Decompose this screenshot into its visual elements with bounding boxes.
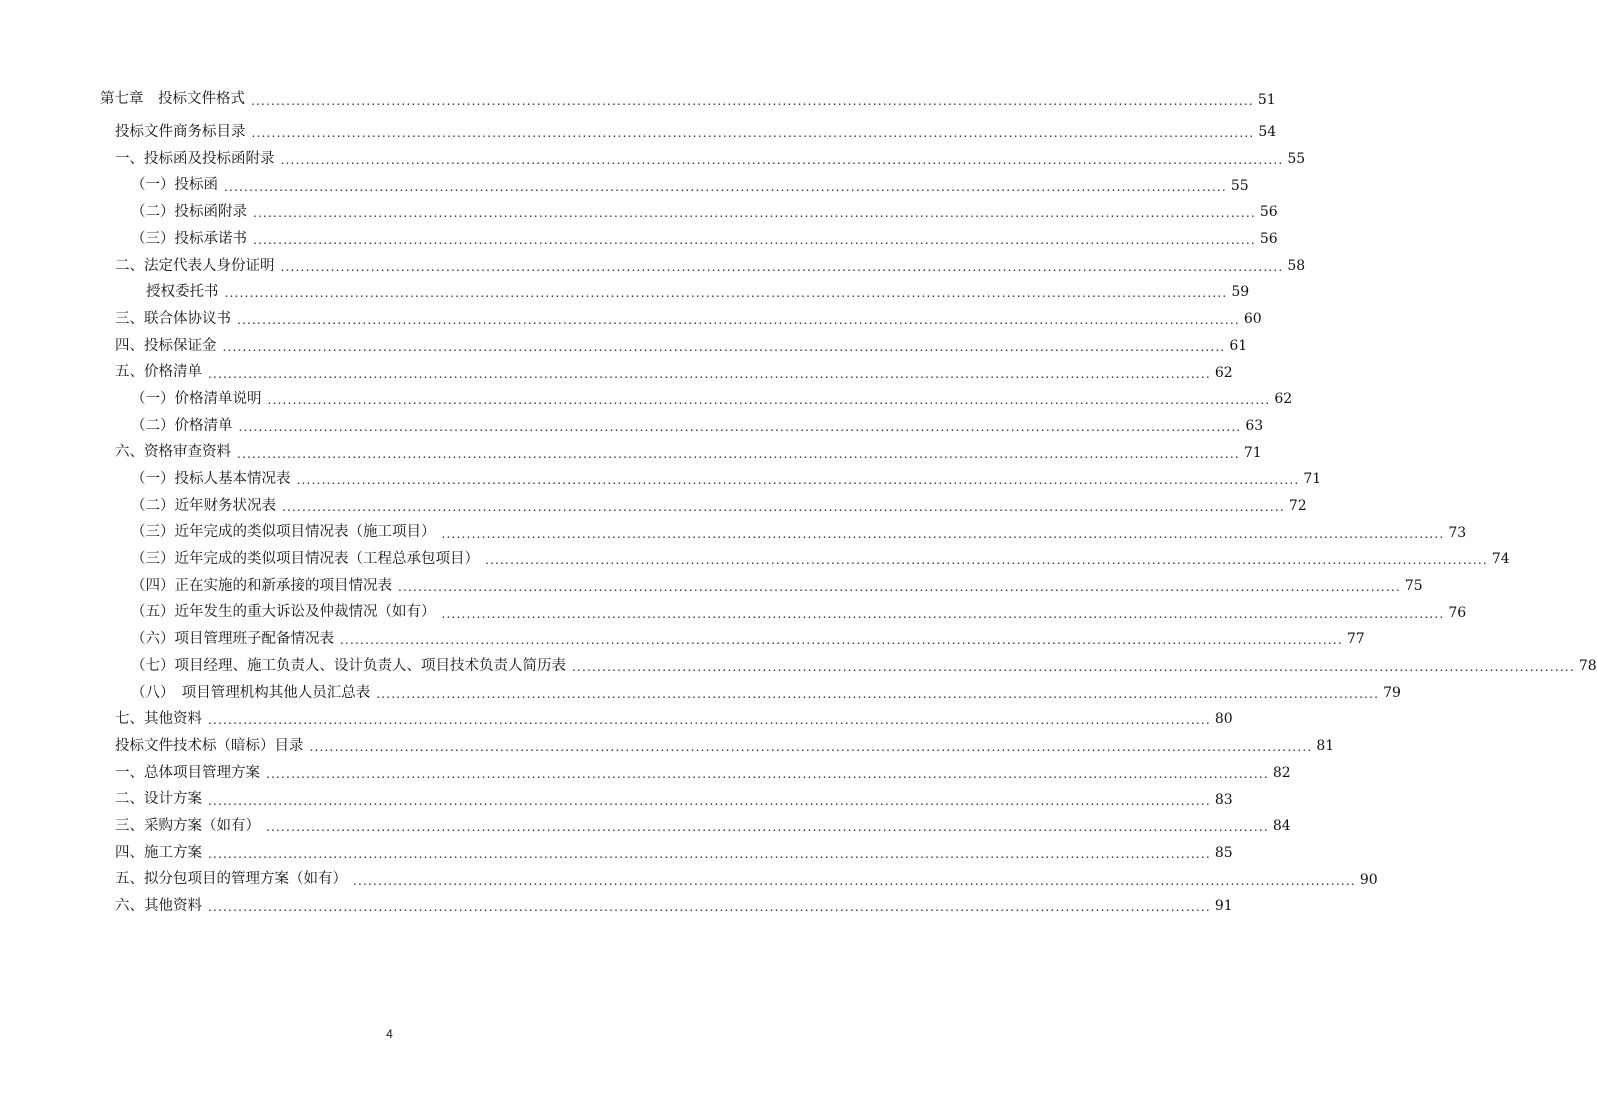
toc-entry-title: （二）投标函附录 (131, 204, 247, 221)
toc-entry-title: 三、联合体协议书 (115, 310, 231, 327)
toc-entry-title: 六、其他资料 (115, 898, 202, 915)
toc-entry-page: 56 (1259, 231, 1278, 248)
toc-entry-title: 授权委托书 (146, 284, 219, 301)
toc-entry-page: 76 (1448, 604, 1467, 621)
toc-entry[interactable] (0, 573, 1423, 600)
toc-leader-dots: ........................................................................................................................................................................................................ (208, 366, 1211, 381)
toc-entry-page: 75 (1404, 578, 1423, 595)
toc-entry-page: 83 (1214, 791, 1233, 808)
toc-entry-title: （五）近年发生的重大诉讼及仲裁情况（如有） (131, 604, 436, 621)
toc-entry[interactable] (0, 733, 1335, 760)
toc-entry[interactable] (0, 599, 1467, 626)
table-of-contents (0, 86, 1597, 920)
toc-entry-title: 投标文件商务标目录 (115, 124, 246, 141)
toc-leader-dots: ........................................................................................................................................................................................................ (237, 313, 1240, 328)
toc-entry-page: 62 (1214, 364, 1233, 381)
toc-entry-title: （一）投标函 (131, 177, 218, 194)
toc-leader-dots: ........................................................................................................................................................................................................ (237, 446, 1240, 461)
toc-entry-title: （二）价格清单 (131, 417, 233, 434)
toc-entry-title: （四）正在实施的和新承接的项目情况表 (131, 577, 392, 594)
toc-entry[interactable] (0, 413, 1264, 440)
toc-entry-title: 六、资格审查资料 (115, 444, 231, 461)
toc-entry-title: 三、采购方案（如有） (115, 817, 260, 834)
toc-entry-page: 72 (1288, 497, 1307, 514)
toc-entry-page: 78 (1578, 658, 1597, 675)
toc-leader-dots: ........................................................................................................................................................................................................ (222, 339, 1226, 354)
toc-entry[interactable] (0, 119, 1277, 146)
toc-leader-dots: ........................................................................................................................................................................................................ (208, 793, 1211, 808)
toc-entry-page: 55 (1287, 151, 1306, 168)
toc-leader-dots: ........................................................................................................................................................................................................ (485, 553, 1488, 568)
toc-leader-dots: ........................................................................................................................................................................................................ (282, 499, 1285, 514)
toc-entry-page: 90 (1359, 871, 1378, 888)
toc-entry-page: 74 (1491, 551, 1510, 568)
toc-entry-page: 84 (1272, 818, 1291, 835)
toc-entry[interactable] (0, 679, 1401, 706)
toc-entry-page: 60 (1243, 311, 1262, 328)
toc-entry[interactable] (0, 546, 1510, 573)
toc-leader-dots: ........................................................................................................................................................................................................ (224, 179, 1227, 194)
toc-leader-dots: ........................................................................................................................................................................................................ (280, 259, 1284, 274)
toc-entry-title: 五、价格清单 (115, 364, 202, 381)
toc-leader-dots: ........................................................................................................................................................................................................ (353, 873, 1356, 888)
toc-entry[interactable] (0, 813, 1291, 840)
toc-entry[interactable] (0, 519, 1467, 546)
toc-entry-title: 四、投标保证金 (115, 337, 217, 354)
toc-entry-page: 73 (1448, 524, 1467, 541)
toc-leader-dots: ........................................................................................................................................................................................................ (208, 900, 1211, 915)
toc-entry-page: 59 (1231, 284, 1250, 301)
toc-leader-dots: ........................................................................................................................................................................................................ (309, 740, 1313, 755)
toc-entry-title: 二、法定代表人身份证明 (115, 257, 275, 274)
toc-leader-dots: ........................................................................................................................................................................................................ (441, 526, 1445, 541)
toc-entry-title: （二）近年财务状况表 (131, 497, 276, 514)
toc-entry-title: （三）投标承诺书 (131, 230, 247, 247)
toc-entry[interactable] (0, 893, 1233, 920)
toc-leader-dots: ........................................................................................................................................................................................................ (280, 153, 1284, 168)
toc-entry-title: （三）近年完成的类似项目情况表（施工项目） (131, 524, 436, 541)
toc-entry[interactable] (0, 146, 1306, 173)
toc-entry-page: 77 (1346, 631, 1365, 648)
toc-leader-dots: ........................................................................................................................................................................................................ (296, 473, 1300, 488)
toc-entry-page: 79 (1383, 684, 1401, 701)
toc-entry-title: （七）项目经理、施工负责人、设计负责人、项目技术负责人简历表 (131, 657, 566, 674)
toc-entry[interactable] (0, 626, 1365, 653)
toc-entry[interactable] (0, 279, 1250, 306)
toc-entry[interactable] (0, 172, 1249, 199)
toc-entry-page: 54 (1258, 124, 1277, 141)
toc-entry-page: 56 (1259, 204, 1278, 221)
toc-entry[interactable] (0, 493, 1307, 520)
toc-leader-dots: ........................................................................................................................................................................................................ (224, 286, 1228, 301)
toc-entry[interactable] (0, 706, 1233, 733)
toc-entry[interactable] (0, 840, 1233, 867)
toc-leader-dots: ........................................................................................................................................................................................................ (251, 93, 1254, 108)
toc-chapter-entry[interactable] (0, 86, 1276, 113)
toc-entry[interactable] (0, 439, 1262, 466)
toc-entry-title: 二、设计方案 (115, 791, 202, 808)
toc-entry[interactable] (0, 866, 1378, 893)
toc-entry[interactable] (0, 252, 1306, 279)
toc-leader-dots: ........................................................................................................................................................................................................ (398, 580, 1401, 595)
toc-entry-page: 51 (1257, 91, 1276, 108)
toc-leader-dots: ........................................................................................................................................................................................................ (376, 686, 1380, 701)
toc-entry-page: 63 (1245, 417, 1264, 434)
toc-entry-title: （六）项目管理班子配备情况表 (131, 631, 334, 648)
toc-leader-dots: ........................................................................................................................................................................................................ (253, 206, 1256, 221)
toc-entry-title: （八） 项目管理机构其他人员汇总表 (131, 684, 371, 701)
toc-entry-title: （一）价格清单说明 (131, 390, 262, 407)
toc-entry[interactable] (0, 386, 1293, 413)
toc-entry-title: （三）近年完成的类似项目情况表（工程总承包项目） (131, 551, 479, 568)
toc-entry-page: 71 (1303, 471, 1322, 488)
toc-entry-page: 62 (1274, 391, 1293, 408)
toc-entry-title: 四、施工方案 (115, 844, 202, 861)
toc-entry-title: 第七章 投标文件格式 (100, 91, 245, 108)
toc-entry[interactable] (0, 359, 1233, 386)
toc-entry-page: 82 (1272, 764, 1291, 781)
toc-entry-title: 投标文件技术标（暗标）目录 (115, 737, 304, 754)
toc-leader-dots: ........................................................................................................................................................................................................ (251, 126, 1255, 141)
toc-entry-title: 七、其他资料 (115, 711, 202, 728)
toc-leader-dots: ........................................................................................................................................................................................................ (267, 393, 1271, 408)
page-number: 4 (386, 1027, 393, 1041)
toc-leader-dots: ........................................................................................................................................................................................................ (253, 233, 1256, 248)
toc-entry-page: 71 (1243, 444, 1262, 461)
toc-entry-title: 一、总体项目管理方案 (115, 764, 260, 781)
toc-leader-dots: ........................................................................................................................................................................................................ (340, 633, 1343, 648)
toc-entry[interactable] (0, 226, 1278, 253)
toc-entry[interactable] (0, 653, 1597, 680)
toc-entry[interactable] (0, 199, 1278, 226)
toc-leader-dots: ........................................................................................................................................................................................................ (266, 766, 1269, 781)
toc-entry-title: 五、拟分包项目的管理方案（如有） (115, 871, 347, 888)
toc-entry-page: 55 (1230, 177, 1249, 194)
toc-entry-page: 80 (1214, 711, 1233, 728)
toc-leader-dots: ........................................................................................................................................................................................................ (572, 660, 1575, 675)
toc-leader-dots: ........................................................................................................................................................................................................ (441, 606, 1445, 621)
toc-entry-title: （一）投标人基本情况表 (131, 471, 291, 488)
toc-entry-page: 81 (1316, 738, 1335, 755)
toc-entry-page: 91 (1214, 898, 1233, 915)
toc-leader-dots: ........................................................................................................................................................................................................ (266, 820, 1269, 835)
toc-entry[interactable] (0, 466, 1322, 493)
toc-leader-dots: ........................................................................................................................................................................................................ (238, 419, 1242, 434)
toc-entry[interactable] (0, 306, 1262, 333)
toc-entry-title: 一、投标函及投标函附录 (115, 150, 275, 167)
toc-entry-page: 85 (1214, 844, 1233, 861)
toc-entry[interactable] (0, 760, 1291, 787)
toc-entry[interactable] (0, 786, 1233, 813)
toc-entry-page: 58 (1287, 257, 1306, 274)
toc-leader-dots: ........................................................................................................................................................................................................ (208, 713, 1211, 728)
toc-entry-page: 61 (1229, 337, 1248, 354)
toc-leader-dots: ........................................................................................................................................................................................................ (208, 846, 1211, 861)
toc-entry[interactable] (0, 333, 1248, 360)
